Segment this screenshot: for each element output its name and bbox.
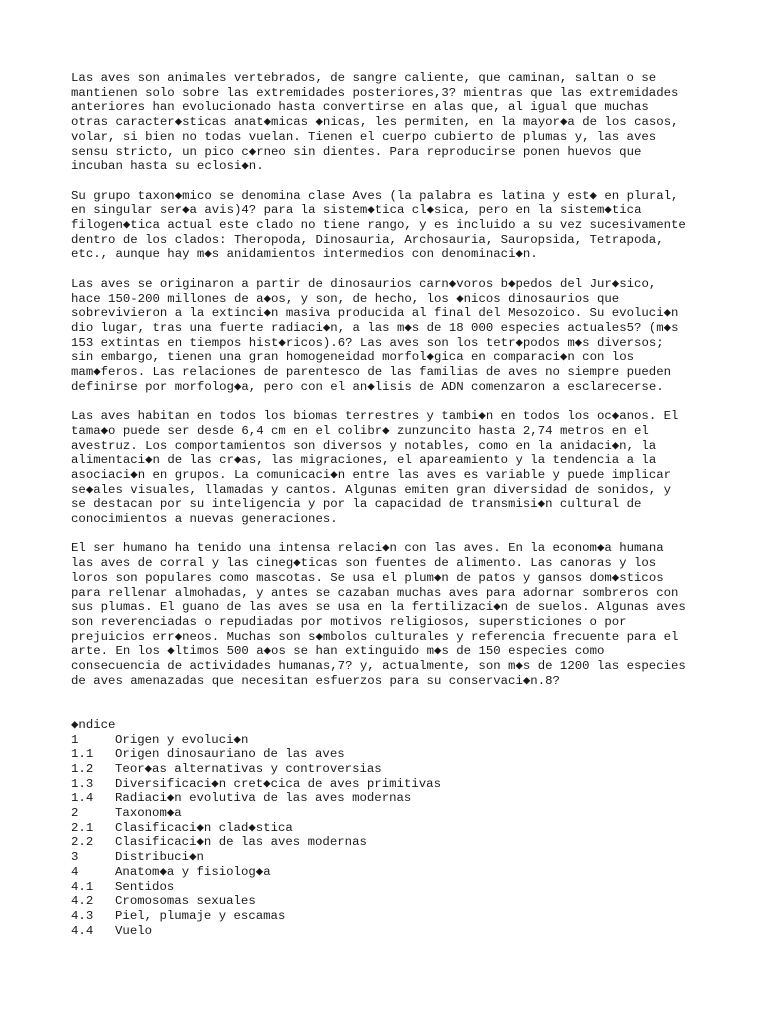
toc-item-number: 3: [71, 850, 79, 865]
toc-item: [71, 909, 711, 924]
toc-item-label: Sentidos: [115, 879, 175, 894]
toc-item-label: Origen y evoluci◆n: [115, 732, 249, 747]
toc-item-label: Taxonom◆a: [115, 806, 182, 821]
toc-item-label: Anatom◆a y fisiolog◆a: [115, 864, 271, 879]
toc-item: [71, 747, 711, 762]
toc-item-number: 1.3: [71, 776, 94, 791]
toc-item: [71, 777, 711, 792]
paragraph-humans: El ser humano ha tenido una intensa relaci◆n con las aves. En la econom◆a humana las aves de corral y las cineg◆ticas son fuentes de alimento. Las canoras y los loros son populares como mascotas. Se usa el plum◆n de patos y gansos dom◆sticos para rellenar almohadas, y antes se cazaban muchas aves para adornar sombreros con sus plumas. El guano de las aves se usa en la fertilizaci◆n de suelos. Algunas aves son reverenciadas o repudiadas por motivos religiosos, supersticiones o por prejuicios err◆neos. Muchas son s◆mbolos culturales y referencia frecuente para el arte. En los ◆ltimos 500 a◆os se han extinguido m◆s de 150 especies como consecuencia de actividades humanas,7? y, actualmente, son m◆s de 1200 las especies de aves amenazadas que necesitan esfuerzos para su conservaci◆n.8?: [71, 541, 686, 688]
toc-title: ◆ndice: [71, 717, 116, 732]
toc-item: [71, 806, 711, 821]
toc-item-number: 1: [71, 732, 79, 747]
toc-item-label: Teor◆as alternativas y controversias: [115, 761, 382, 776]
toc-item-number: 1.4: [71, 791, 94, 806]
toc-item-label: Origen dinosauriano de las aves: [115, 747, 345, 762]
toc-item-label: Vuelo: [115, 923, 153, 938]
toc-item: [71, 733, 711, 748]
toc-item-number: 1.2: [71, 761, 94, 776]
toc-item: [71, 880, 711, 895]
toc-item: [71, 791, 711, 806]
paragraph-habitat: Las aves habitan en todos los biomas terrestres y tambi◆n en todos los oc◆anos. El tama◆o puede ser desde 6,4 cm en el colibr◆ zunzuncito hasta 2,74 metros en el avestruz. Los comportamientos son diversos y notables, como en la anidaci◆n, la alimentaci◆n de las cr◆as, las migraciones, el apareamiento y la tendencia a la asociaci◆n en grupos. La comunicaci◆n entre las aves es variable y puede implicar se◆ales visuales, llamadas y cantos. Algunas emiten gran diversidad de sonidos, y se destacan por su inteligencia y por la capacidad de transmisi◆n cultural de conocimientos a nuevas generaciones.: [71, 409, 679, 527]
toc-item-number: 4.4: [71, 923, 94, 938]
paragraph-origin: Las aves se originaron a partir de dinosaurios carn◆voros b◆pedos del Jur◆sico, hace 150-200 millones de a◆os, y son, de hecho, los ◆nicos dinosaurios que sobrevivieron a la extinci◆n masiva producida al final del Mesozoico. Su evoluci◆n dio lugar, tras una fuerte radiaci◆n, a las m◆s de 18 000 especies actuales5? (m◆s 153 extintas en tiempos hist◆ricos).6? Las aves son los tetr◆podos m◆s diversos; sin embargo, tienen una gran homogeneidad morfol◆gica en comparaci◆n con los mam◆feros. Las relaciones de parentesco de las familias de aves no siempre pueden definirse por morfolog◆a, pero con el an◆lisis de ADN comenzaron a esclarecerse.: [71, 276, 679, 394]
toc-item-number: 4: [71, 864, 79, 879]
toc-item: [71, 924, 711, 939]
paragraph-intro: Las aves son animales vertebrados, de sangre caliente, que caminan, saltan o se mantienen solo sobre las extremidades posteriores,3? mientras que las extremidades anteriores han evolucionado hasta convertirse en alas que, al igual que muchas otras caracter◆sticas anat◆micas ◆nicas, les permiten, en la mayor◆a de los casos, volar, si bien no todas vuelan. Tienen el cuerpo cubierto de plumas y, las aves sensu stricto, un pico c◆rneo sin dientes. Para reproducirse ponen huevos que incuban hasta su eclosi◆n.: [71, 71, 679, 174]
toc-item-label: Radiaci◆n evolutiva de las aves modernas: [115, 791, 412, 806]
toc-item: [71, 850, 711, 865]
toc-item-number: 2.2: [71, 835, 94, 850]
toc-item-number: 1.1: [71, 747, 94, 762]
document-page: [71, 71, 711, 938]
toc-item-number: 2: [71, 806, 79, 821]
toc-item-number: 4.2: [71, 894, 94, 909]
toc-item-number: 4.3: [71, 909, 94, 923]
toc-item-label: Distribuci◆n: [115, 850, 204, 865]
toc-item-label: Clasificaci◆n de las aves modernas: [115, 835, 367, 850]
toc-item: [71, 835, 711, 850]
toc-item-number: 4.1: [71, 879, 94, 894]
toc-item-label: Cromosomas sexuales: [115, 894, 256, 909]
paragraph-taxonomy: Su grupo taxon◆mico se denomina clase Aves (la palabra es latina y est◆ en plural, en singular ser◆a avis)4? para la sistem◆tica cl◆sica, pero en la sistem◆tica filogen◆tica actual este clado no tiene rango, y es incluido a su vez sucesivamente dentro de los clados: Theropoda, Dinosauria, Archosauria, Sauropsida, Tetrapoda, etc., aunque hay m◆s anidamientos intermedios con denominaci◆n.: [71, 188, 686, 262]
toc-item-label: Clasificaci◆n clad◆stica: [115, 820, 293, 835]
toc-item: [71, 865, 711, 880]
toc-item: [71, 762, 711, 777]
toc-item: [71, 821, 711, 836]
toc-item-number: 2.1: [71, 820, 94, 835]
table-of-contents: [71, 718, 711, 939]
toc-item-label: Diversificaci◆n cret◆cica de aves primitivas: [115, 776, 441, 791]
toc-item-label: Piel, plumaje y escamas: [115, 909, 286, 923]
toc-item: [71, 894, 711, 909]
